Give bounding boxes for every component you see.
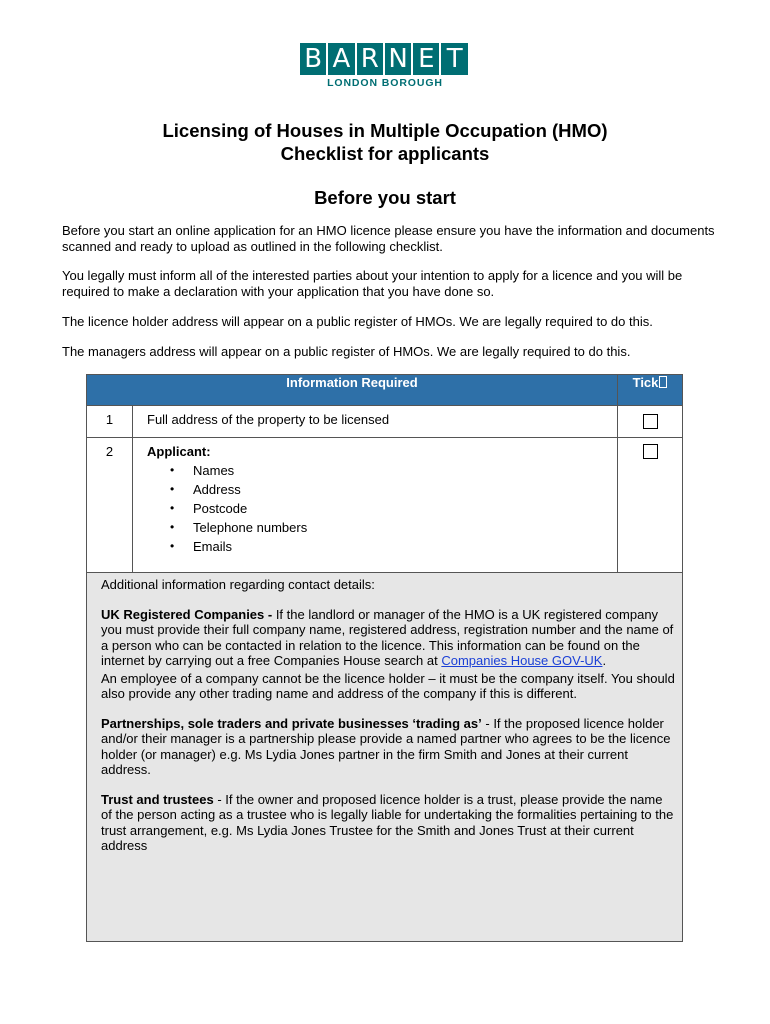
section-heading: Before you start <box>314 187 456 208</box>
row-number: 1 <box>87 406 133 438</box>
intro-paragraph: Before you start an online application for an HMO licence please ensure you have the information and documents scanned and ready to upload as outlined in the following checklist. <box>62 223 715 254</box>
table-row <box>87 406 683 438</box>
intro-paragraph: The managers address will appear on a public register of HMOs. We are legally required to do this. <box>62 344 631 359</box>
list-item-label: Names <box>193 463 235 478</box>
bullet: • <box>170 463 175 477</box>
intro-paragraph: You legally must inform all of the interested parties about your intention to apply for a licence and you will be required to make a declaration with your application that you have done so. <box>62 268 683 299</box>
employee-paragraph: An employee of a company cannot be the licence holder – it must be the company itself. You should also provide any other trading name and address of the company if this is different. <box>101 670 675 701</box>
tick-cell <box>618 438 683 573</box>
logo-letter: E <box>413 43 439 75</box>
row-number: 2 <box>87 438 133 573</box>
table-row <box>87 438 683 573</box>
additional-info-intro: Additional information regarding contact details: <box>101 577 375 592</box>
list-item <box>147 537 617 556</box>
tick-header-label: Tick <box>632 375 659 390</box>
list-item-label: Emails <box>193 539 233 554</box>
tick-cell <box>618 406 683 438</box>
partnerships-title: Partnerships, sole traders and private businesses ‘trading as’ <box>101 715 482 731</box>
bullet: • <box>170 539 175 553</box>
uk-companies-text: If the landlord or manager of the HMO is a UK registered company you must provide their full company name, registered address, registration number and the name of a person who can be contacted in relation to the licence. This information can be found on the internet by carrying out a free Companies House search at <box>101 606 674 668</box>
uk-companies-title: UK Registered Companies - <box>101 606 273 622</box>
checklist-table <box>86 374 683 942</box>
column-header-tick <box>618 375 683 406</box>
tick-checkbox[interactable] <box>643 414 658 429</box>
row-description <box>133 438 618 573</box>
list-item <box>147 518 617 537</box>
trusts-text: - If the owner and proposed licence holder is a trust, please provide the name of the person acting as a trustee who is legally liable for undertaking the formalities pertaining to the trust arrangement, e.g. Ms Lydia Jones Trustee for the Smith and Jones Trust at their current address <box>101 791 674 853</box>
table-header-row <box>87 375 683 406</box>
intro-paragraph: The licence holder address will appear on a public register of HMOs. We are legally required to do this. <box>62 314 653 329</box>
bullet: • <box>170 482 175 496</box>
logo-letter: N <box>385 43 411 75</box>
companies-house-link[interactable]: Companies House GOV-UK <box>441 653 603 668</box>
list-item <box>147 480 617 499</box>
document-title: Licensing of Houses in Multiple Occupation (HMO) <box>162 120 608 141</box>
uk-companies-paragraph <box>101 607 676 669</box>
bullet: • <box>170 520 175 534</box>
uk-companies-end: . <box>602 653 607 668</box>
list-item-label: Postcode <box>193 501 248 516</box>
bullet: • <box>170 501 175 515</box>
list-item-label: Address <box>193 482 241 497</box>
trusts-paragraph <box>101 792 676 854</box>
logo-letters <box>300 43 468 75</box>
applicant-list <box>147 461 617 556</box>
logo-letter: T <box>441 43 467 75</box>
logo-letter: R <box>357 43 383 75</box>
list-item <box>147 461 617 480</box>
trusts-title: Trust and trustees <box>101 791 214 807</box>
table-row <box>87 573 683 942</box>
list-item <box>147 499 617 518</box>
partnerships-text: - If the proposed licence holder and/or their manager is a partnership please provide a named partner who agrees to be the licence holder (or manager) e.g. Ms Lydia Jones partner in the firm Smith and Jones at their current address. <box>101 715 671 777</box>
logo-letter: B <box>300 43 326 75</box>
logo-letter: A <box>328 43 354 75</box>
column-header-info: Information Required <box>87 375 618 406</box>
barnet-logo <box>300 43 468 89</box>
logo-subtitle: LONDON BOROUGH <box>327 77 443 89</box>
document-subtitle: Checklist for applicants <box>280 143 490 164</box>
tick-placeholder-icon <box>659 376 667 388</box>
tick-checkbox[interactable] <box>643 444 658 459</box>
partnerships-paragraph <box>101 716 676 778</box>
additional-info-cell <box>87 573 683 942</box>
applicant-title: Applicant: <box>147 444 211 459</box>
list-item-label: Telephone numbers <box>193 520 308 535</box>
row-description: Full address of the property to be licensed <box>133 406 618 438</box>
